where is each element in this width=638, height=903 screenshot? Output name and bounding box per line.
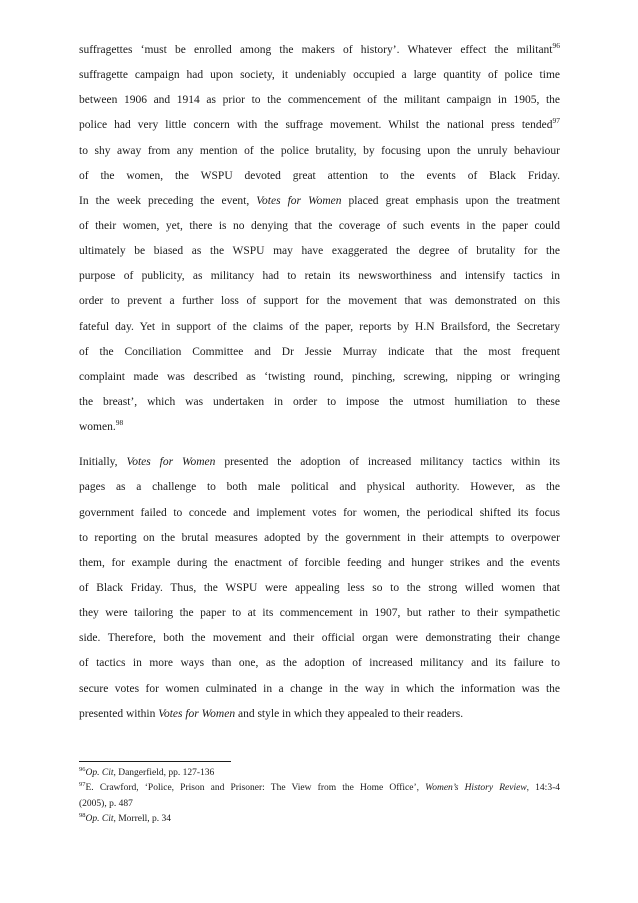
italic-title: Votes for Women xyxy=(126,456,216,469)
text-line xyxy=(79,390,560,415)
text-run: between 1906 and 1914 as prior to the commencement of the militant campaign in 1905, the xyxy=(79,94,560,107)
text-run: presented within xyxy=(79,707,159,720)
text-run: the breast’, which was undertaken in order to impose the utmost humiliation to these xyxy=(79,395,560,408)
text-run: order to prevent a further loss of support for the movement that was demonstrated on this xyxy=(79,295,560,308)
text-run: ultimately be biased as the WSPU may have exaggerated the degree of brutality for the xyxy=(79,245,560,258)
text-run: to reporting on the brutal measures adopted by the government in their attempts to overpower xyxy=(79,531,560,544)
footnote xyxy=(79,812,560,827)
text-run: police had very little concern with the suffrage movement. xyxy=(79,119,382,132)
text-run: Whilst the national press tended xyxy=(381,119,553,132)
text-line xyxy=(79,501,560,526)
text-run: presented the adoption of increased militancy tactics within its xyxy=(215,456,560,469)
text-run: suffragettes ‘must be enrolled among the makers of history’. xyxy=(79,44,400,56)
text-run: of tactics in more ways than one, as the adoption of increased militancy and its failure to xyxy=(79,657,560,670)
footnote xyxy=(79,766,560,781)
text-run: of Black Friday. Thus, the WSPU were appealing less so to the strong willed women that xyxy=(79,581,560,594)
footnote-separator xyxy=(79,761,231,762)
text-line xyxy=(79,63,560,88)
text-line xyxy=(79,475,560,500)
italic-title: Votes for Women xyxy=(158,707,236,720)
paragraph xyxy=(79,38,560,440)
text-run: they were tailoring the paper to at its commencement in 1907, but rather to their sympathetic xyxy=(79,607,560,620)
text-line xyxy=(79,365,560,390)
footnote-ref: 96 xyxy=(552,41,560,50)
text-run: suffragette campaign had upon society, it undeniably occupied a large quantity of police time xyxy=(79,69,560,82)
text-run: them, for example during the enactment of forcible feeding and hunger strikes and the events xyxy=(79,556,560,569)
text-run: women. xyxy=(79,421,116,434)
text-run: complaint made was described as ‘twisting round, pinching, screwing, nipping or wringing xyxy=(79,370,560,383)
text-run: of the Conciliation Committee and Dr Jessie Murray indicate that the most frequent xyxy=(79,345,560,358)
text-line xyxy=(79,88,560,113)
italic-title: Op. Cit xyxy=(85,813,114,824)
text-line xyxy=(79,651,560,676)
text-line xyxy=(79,526,560,551)
text-line xyxy=(79,289,560,314)
text-line xyxy=(79,797,560,812)
text-run: and style in which they appealed to their readers. xyxy=(235,707,464,720)
text-line xyxy=(79,239,560,264)
text-run: government failed to concede and implement votes for women, the periodical shifted its focus xyxy=(79,506,560,519)
text-run: Initially, xyxy=(79,456,127,469)
text-run: pages as a challenge to both male political and physical authority. However, as the xyxy=(79,481,560,494)
footnote-ref: 96 xyxy=(79,766,86,773)
footnote-ref: 98 xyxy=(115,418,124,428)
text-run: of their women, yet, there is no denying that the coverage of such events in the paper could xyxy=(79,219,560,232)
text-run: , Morrell, p. 34 xyxy=(113,813,172,824)
text-run: of the women, the WSPU devoted great attention to the events of Black Friday. xyxy=(79,169,560,182)
footnote-ref: 98 xyxy=(79,811,86,819)
text-line xyxy=(79,702,560,727)
footnote-ref: 97 xyxy=(79,781,86,789)
italic-title: Women’s History Review xyxy=(425,783,527,794)
text-run: , 14:3-4 xyxy=(526,783,560,794)
text-line xyxy=(79,450,560,475)
text-line xyxy=(79,38,560,63)
text-line xyxy=(79,415,560,440)
text-line xyxy=(79,164,560,189)
text-line xyxy=(79,264,560,289)
text-line xyxy=(79,812,560,827)
text-line xyxy=(79,340,560,365)
paragraph xyxy=(79,450,560,727)
footnote-ref: 97 xyxy=(552,116,560,126)
text-line xyxy=(79,626,560,651)
text-run: placed great emphasis upon the treatment xyxy=(341,194,561,207)
footnotes xyxy=(79,766,560,827)
text-line xyxy=(79,551,560,576)
text-line xyxy=(79,139,560,164)
text-line xyxy=(79,576,560,601)
text-line xyxy=(79,113,560,138)
text-run: In the week preceding the event, xyxy=(79,194,257,207)
text-line xyxy=(79,601,560,626)
text-run: secure votes for women culminated in a change in the way in which the information was the xyxy=(79,682,560,695)
text-run: to shy away from any mention of the police brutality, by focusing upon the unruly behaviour xyxy=(79,144,560,157)
text-line xyxy=(79,766,560,781)
text-line xyxy=(79,677,560,702)
text-line xyxy=(79,189,560,214)
text-line xyxy=(79,315,560,340)
body-text xyxy=(79,38,560,727)
footnote xyxy=(79,781,560,812)
text-line xyxy=(79,781,560,796)
text-line xyxy=(79,214,560,239)
text-run: fateful day. Yet in support of the claims of the paper, reports by H.N Brailsford, the Secretary xyxy=(79,320,560,333)
text-run: E. Crawford, ‘Police, Prison and Prisoner: The View from the Home Office’, xyxy=(85,783,426,794)
text-run: , Dangerfield, pp. 127-136 xyxy=(113,768,215,778)
text-run: Whatever effect the militant xyxy=(399,44,553,56)
italic-title: Votes for Women xyxy=(256,194,342,207)
text-run: side. Therefore, both the movement and their official organ were demonstrating their change xyxy=(79,632,560,645)
text-run: (2005), p. 487 xyxy=(79,798,133,809)
italic-title: Op. Cit xyxy=(85,768,114,778)
text-run: purpose of publicity, as militancy had to retain its newsworthiness and intensify tactics in xyxy=(79,270,560,283)
